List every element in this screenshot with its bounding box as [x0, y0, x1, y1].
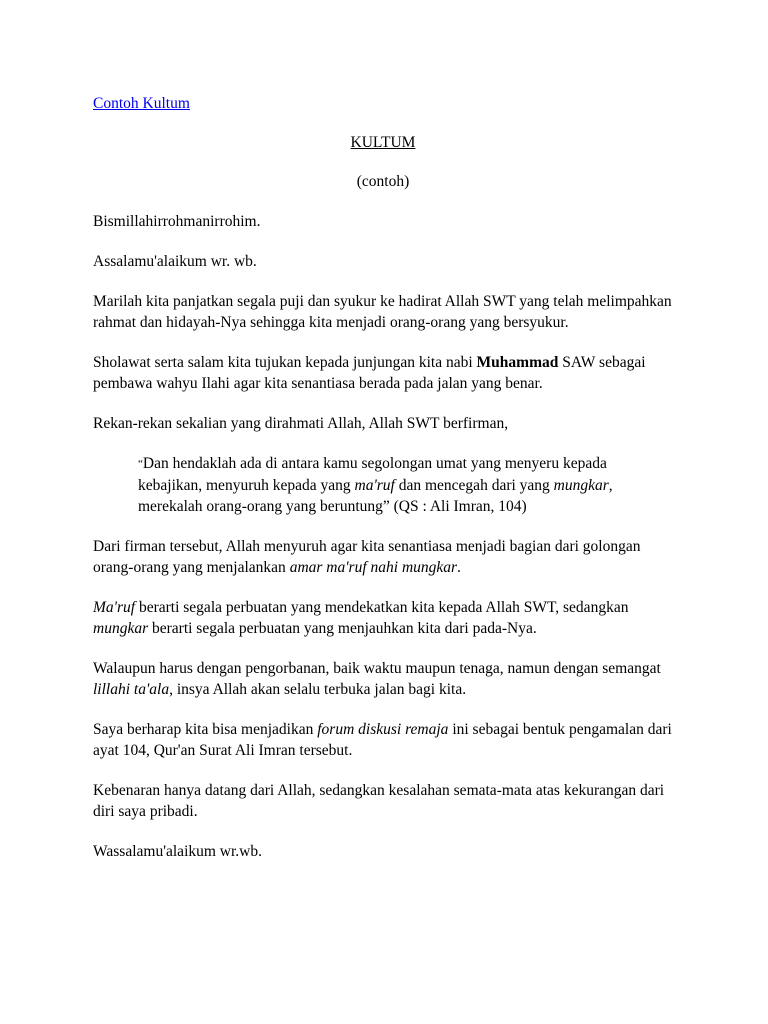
quote-text-2: dan mencegah dari yang [394, 477, 554, 494]
quran-quote [138, 453, 618, 517]
amar-maruf-phrase: amar ma'ruf nahi mungkar [289, 559, 458, 576]
paragraph-firman-intro: Rekan-rekan sekalian yang dirahmati Allah, Allah SWT berfirman, [93, 415, 509, 432]
meaning-text-end: . [457, 559, 461, 576]
contoh-kultum-link[interactable]: Contoh Kultum [93, 95, 190, 112]
title-text: KULTUM [350, 134, 416, 151]
mungkar-term: mungkar [93, 620, 149, 637]
document-page [93, 94, 673, 862]
sholawat-text-end: SAW sebagai pembawa wahyu Ilahi agar kita senantiasa berada pada jalan yang benar. [93, 354, 646, 392]
paragraph-sacrifice [93, 658, 673, 700]
hope-text-start: Saya berharap kita bisa menjadikan [93, 721, 318, 738]
sholawat-text-start: Sholawat serta salam kita tujukan kepada junjungan kita nabi [93, 354, 477, 371]
lillahi-taala-phrase: lillahi ta'ala, [93, 681, 173, 698]
meaning-text-start: Dari firman tersebut, Allah menyuruh agar kita senantiasa menjadi bagian dari golongan orang-orang yang menjalankan [93, 538, 641, 576]
hope-text-end: ini sebagai bentuk pengamalan dari ayat 104, Qur'an Surat Ali Imran tersebut. [93, 721, 672, 759]
greeting-line: Assalamu'alaikum wr. wb. [93, 253, 257, 270]
mungkar-definition: berarti segala perbuatan yang menjauhkan kita dari pada-Nya. [148, 620, 537, 637]
prophet-name: Muhammad [476, 354, 559, 371]
sacrifice-text-end: insya Allah akan selalu terbuka jalan bagi kita. [172, 681, 467, 698]
quote-italic-mungkar: mungkar [553, 477, 609, 494]
paragraph-firman-meaning [93, 536, 673, 578]
opening-line: Bismillahirrohmanirrohim. [93, 213, 261, 230]
document-title [93, 133, 673, 153]
quote-text-1: Dan hendaklah ada di antara kamu segolongan umat yang menyeru kepada kebajikan, menyuruh kepada yang [138, 455, 607, 494]
forum-phrase: forum diskusi remaja [317, 721, 449, 738]
paragraph-truth: Kebenaran hanya datang dari Allah, sedangkan kesalahan semata-mata atas kekurangan dari diri saya pribadi. [93, 782, 665, 820]
paragraph-hope [93, 719, 673, 761]
sacrifice-text-start: Walaupun harus dengan pengorbanan, baik waktu maupun tenaga, namun dengan semangat [93, 660, 661, 677]
maruf-term: Ma'ruf [93, 599, 136, 616]
quote-open-mark: “ [138, 458, 143, 470]
paragraph-sholawat [93, 352, 673, 394]
paragraph-praise: Marilah kita panjatkan segala puji dan syukur ke hadirat Allah SWT yang telah melimpahkan rahmat dan hidayah-Nya sehingga kita menjadi orang-orang yang bersyukur. [93, 293, 672, 331]
paragraph-maruf-mungkar [93, 597, 673, 639]
quote-italic-maruf: ma'ruf [354, 477, 395, 494]
quote-text-3: , merekalah orang-orang yang beruntung” (QS : Ali Imran, 104) [138, 477, 613, 515]
closing-line: Wassalamu'alaikum wr.wb. [93, 843, 262, 860]
document-subtitle: (contoh) [356, 173, 410, 190]
maruf-definition: berarti segala perbuatan yang mendekatkan kita kepada Allah SWT, sedangkan [135, 599, 629, 616]
